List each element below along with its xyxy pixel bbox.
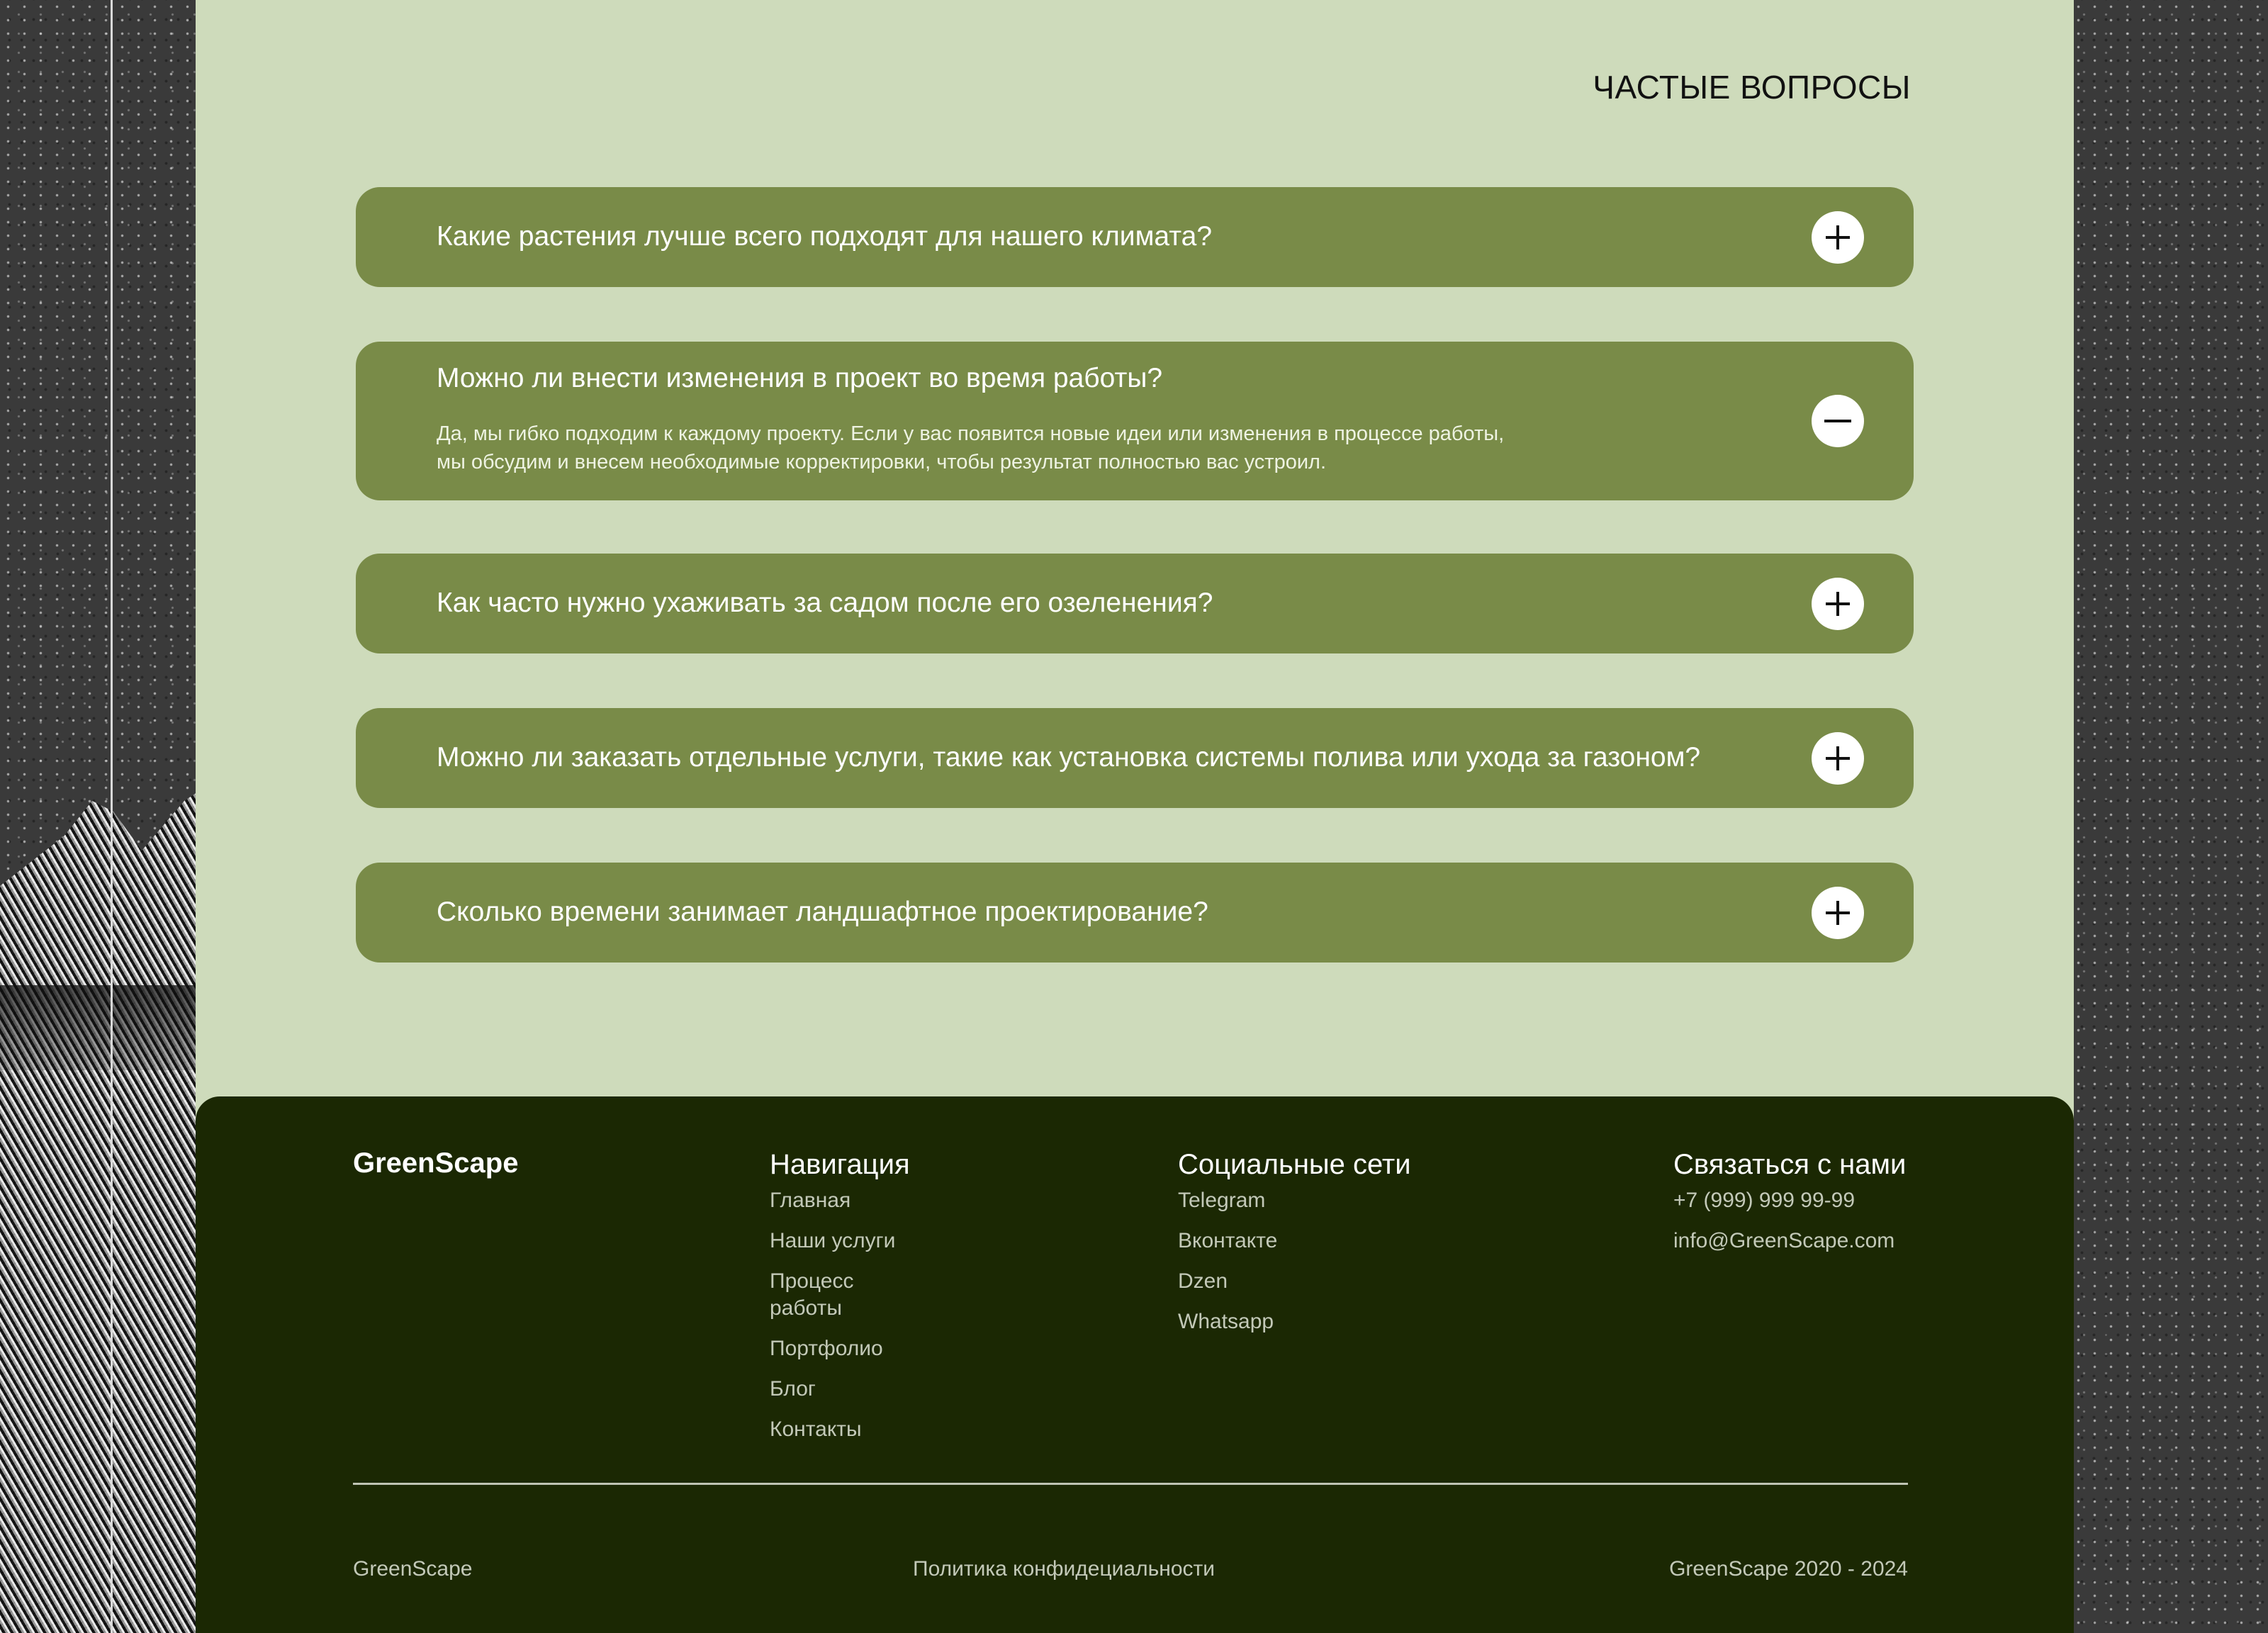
faq-question[interactable]: Сколько времени занимает ландшафтное проектирование?: [437, 897, 1208, 927]
footer-bottom-brand: GreenScape: [353, 1557, 473, 1581]
privacy-policy-link[interactable]: Политика конфидециальности: [913, 1557, 1216, 1581]
footer-nav-link-portfolio[interactable]: Портфолио: [770, 1337, 883, 1360]
faq-question[interactable]: Какие растения лучше всего подходят для нашего климата?: [437, 221, 1213, 252]
faq-item[interactable]: [356, 863, 1914, 963]
faq-item[interactable]: [356, 187, 1914, 287]
faq-answer-line: Да, мы гибко подходим к каждому проекту. Если у вас появится новые идеи или изменения в процессе работы,: [437, 422, 1505, 445]
faq-answer: [437, 420, 1599, 476]
footer-contact-phone[interactable]: +7 (999) 999 99-99: [1673, 1189, 1856, 1212]
background-mountain-image: [0, 773, 206, 1633]
copyright-text: GreenScape 2020 - 2024: [1669, 1557, 1908, 1581]
faq-title: ЧАСТЫЕ ВОПРОСЫ: [1593, 69, 1911, 106]
footer-social: [1178, 1147, 1411, 1349]
plus-icon[interactable]: [1812, 211, 1864, 264]
footer-divider: [353, 1483, 1908, 1485]
faq-item[interactable]: [356, 554, 1914, 653]
footer-contact: [1673, 1147, 1906, 1268]
footer-nav-link-contacts[interactable]: Контакты: [770, 1418, 862, 1441]
background-mountain-shadow: [0, 985, 206, 1070]
faq-item-expanded[interactable]: [356, 342, 1914, 500]
faq-question[interactable]: Можно ли внести изменения в проект во время работы?: [437, 363, 1163, 393]
footer-nav-link-process[interactable]: Процесс работы: [770, 1269, 854, 1320]
footer-nav-link-services[interactable]: Наши услуги: [770, 1229, 896, 1252]
background-vertical-line: [111, 0, 113, 1633]
footer-contact-email[interactable]: info@GreenScape.com: [1673, 1229, 1895, 1252]
footer-nav-link-home[interactable]: Главная: [770, 1189, 851, 1212]
faq-question[interactable]: Можно ли заказать отдельные услуги, такие как установка системы полива или ухода за газоном?: [437, 742, 1701, 773]
footer-nav-link-blog[interactable]: Блог: [770, 1377, 816, 1401]
footer-social-link-dzen[interactable]: Dzen: [1178, 1269, 1228, 1293]
faq-answer-line: мы обсудим и внесем необходимые корректировки, чтобы результат полностью вас устроил.: [437, 451, 1327, 473]
footer-navigation: [770, 1147, 911, 1457]
minus-icon[interactable]: [1812, 395, 1864, 447]
footer-logo[interactable]: GreenScape: [353, 1147, 519, 1179]
plus-icon[interactable]: [1812, 732, 1864, 785]
plus-icon[interactable]: [1812, 887, 1864, 939]
footer-social-title: Социальные сети: [1178, 1149, 1411, 1180]
footer-social-link-vk[interactable]: Вконтакте: [1178, 1229, 1278, 1252]
main-panel: [196, 0, 2074, 1633]
footer: [196, 1096, 2074, 1633]
footer-contact-title: Связаться с нами: [1673, 1149, 1907, 1180]
faq-question[interactable]: Как часто нужно ухаживать за садом после его озеленения?: [437, 588, 1213, 618]
footer-social-link-whatsapp[interactable]: Whatsapp: [1178, 1310, 1274, 1333]
faq-item[interactable]: [356, 708, 1914, 808]
plus-icon[interactable]: [1812, 578, 1864, 630]
footer-nav-title: Навигация: [770, 1149, 910, 1180]
footer-social-link-telegram[interactable]: Telegram: [1178, 1189, 1266, 1212]
